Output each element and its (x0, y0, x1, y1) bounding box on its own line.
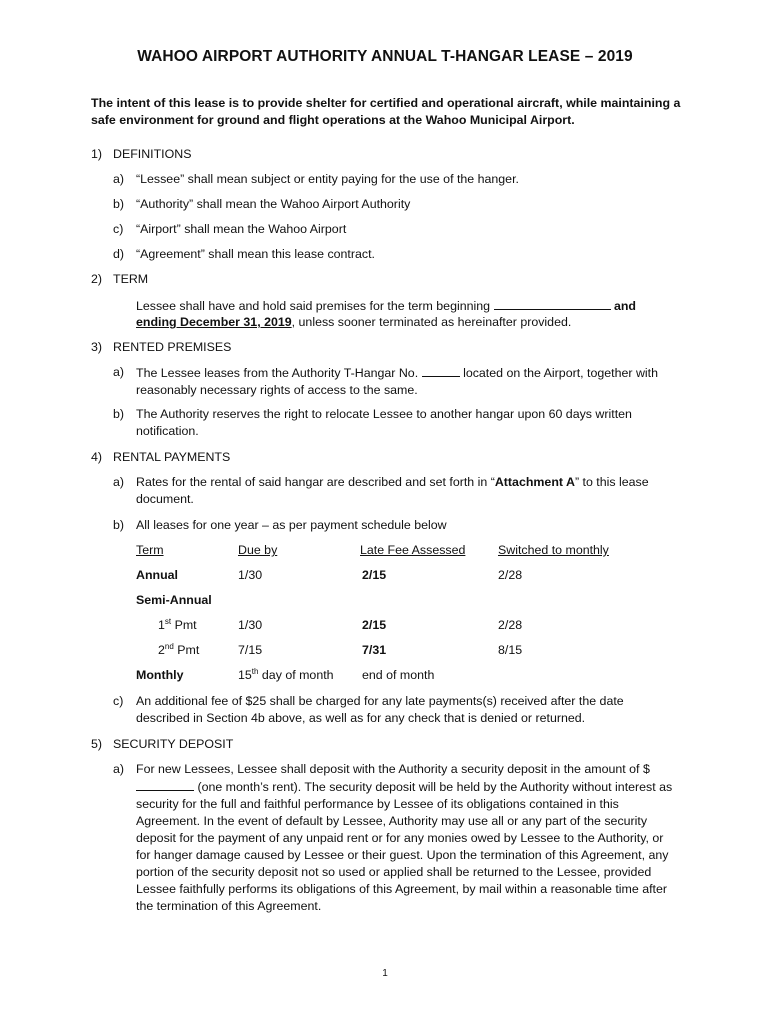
deposit-amount-blank[interactable] (136, 778, 194, 791)
section-rented-heading: 3) RENTED PREMISES (91, 340, 232, 354)
table-header-due-by: Due by (238, 543, 278, 557)
table-row-pmt2-late: 7/31 (362, 643, 387, 657)
table-semi-annual-label: Semi-Annual (136, 593, 212, 607)
table-row-annual-term: Annual (136, 568, 178, 582)
rented-item-a-text: The Lessee leases from the Authority T-Hangar No. located on the Airport, together with reasonably necessary rights of access to the same. (136, 366, 658, 397)
table-row-annual-switched: 2/28 (498, 568, 523, 582)
table-header-term: Term (136, 543, 164, 557)
table-row-pmt2-term: 2nd Pmt (158, 642, 200, 657)
document-page: WAHOO AIRPORT AUTHORITY ANNUAL T-HANGAR LEASE – 2019 The intent of this lease is to provide shelter for certified and operational aircraft, while maintaining a safe environment for ground and flight operations at the Wahoo Municipal Airport. 1) DEFINITIONS a) “Lessee” shall mean subject or entity paying for the use of the hanger. b) “Authority” shall mean the Wahoo Airport Authority c) “Airport” shall mean the Wahoo Airport d) “Agreement” shall mean this lease contract. 2) TERM Lessee shall have and hold said premises for the term beginning and ending December 31, 2019, unless sooner terminated as hereinafter provided. 3) RENTED PREMISES a) The Lessee leases from the Authority T-Hangar No. located on the Airport, together with reasonably necessary rights of access to the same. b) The Authority reserves the right to relocate Lessee to another hangar upon 60 days written notification. 4) RENTAL PAYMENTS a) Rates for the rental of said hangar are described and set forth in “Attachment A” to this lease document. b) All leases for one year – as per payment schedule below Term Due by Late Fee Assessed Switched to monthly Annual 1/30 2/15 2/28 Semi-Annual 1st Pmt 1/30 2/15 2/28 2nd Pmt 7/15 7/31 8/15 Monthly 15th day of month end of month c) An additional fee of $25 shall be charged for any late payments(s) received after the date described in Section 4b above, as well as for any check that is denied or returned. 5) SECURITY DEPOSIT a) For new Lessees, Lessee shall deposit with the Authority a security deposit in the amount of $ (one month’s rent). The security deposit will be held by the Authority without interest as security for the full and faithful performance by Lessee of its obligations contained in this Agreement. In the event of default by Lessee, Authority may use all or any part of the security deposit for the payment of any unpaid rent or for any monies owed by Lessee to the Authority, or for hanger damage caused by Lessee or their guest. Upon the termination of this Agreement, any portion of the security deposit not so used or applied shall be returned to the Lessee, provided Lessee faithfully performs its obligations of this Agreement, by mail within a reasonable time after the termination of this Agreement. 1 (0, 0, 770, 1024)
table-header-switched: Switched to monthly (498, 543, 609, 557)
table-row-monthly-late: end of month (362, 668, 435, 682)
table-row-pmt1-late: 2/15 (362, 618, 387, 632)
hangar-number-blank[interactable] (422, 364, 460, 377)
table-row-pmt1-switched: 2/28 (498, 618, 523, 632)
term-start-blank[interactable] (494, 297, 611, 310)
section-definitions-heading: 1) DEFINITIONS (91, 147, 192, 161)
deposit-item-a-text: For new Lessees, Lessee shall deposit with the Authority a security deposit in the amount of $ (one month’s rent). The security deposit will be held by the Authority without interest as security for the full and faithful performance by Lessee of its obligations contained in this Agreement. In the event of default by Lessee, Authority may use all or any part of the security deposit for the payment of any unpaid rent or for any monies owed by Lessee to the Authority, or for hanger damage caused by Lessee or their guest. Upon the termination of this Agreement, any portion of the security deposit not so used or applied shall be returned to the Lessee, provided Lessee faithfully performs its obligations of this Agreement, by mail within a reasonable time after the termination of this Agreement. (136, 762, 673, 913)
document-title: WAHOO AIRPORT AUTHORITY ANNUAL T-HANGAR LEASE – 2019 (137, 48, 633, 65)
section-deposit-heading: 5) SECURITY DEPOSIT (91, 737, 234, 751)
table-row-annual-due: 1/30 (238, 568, 263, 582)
term-line-2: ending December 31, 2019, unless sooner terminated as hereinafter provided. (136, 315, 572, 329)
table-row-monthly-term: Monthly (136, 668, 184, 682)
term-line-1: Lessee shall have and hold said premises for the term beginning and (136, 299, 636, 313)
table-row-annual-late: 2/15 (362, 568, 387, 582)
table-row-pmt1-due: 1/30 (238, 618, 263, 632)
intro-paragraph: The intent of this lease is to provide shelter for certified and operational aircraft, while maintaining a safe environment for ground and flight operations at the Wahoo Municipal Airport. (91, 96, 681, 127)
table-row-monthly-due: 15th day of month (238, 667, 334, 682)
table-header-late-fee: Late Fee Assessed (360, 543, 466, 557)
section-term-heading: 2) TERM (91, 272, 149, 286)
section-rental-heading: 4) RENTAL PAYMENTS (91, 450, 231, 464)
table-row-pmt2-due: 7/15 (238, 643, 263, 657)
table-row-pmt1-term: 1st Pmt (158, 617, 197, 632)
table-row-pmt2-switched: 8/15 (498, 643, 523, 657)
page-number: 1 (382, 968, 388, 979)
rental-item-a-text: Rates for the rental of said hangar are described and set forth in “Attachment A” to this lease document. (136, 475, 649, 506)
